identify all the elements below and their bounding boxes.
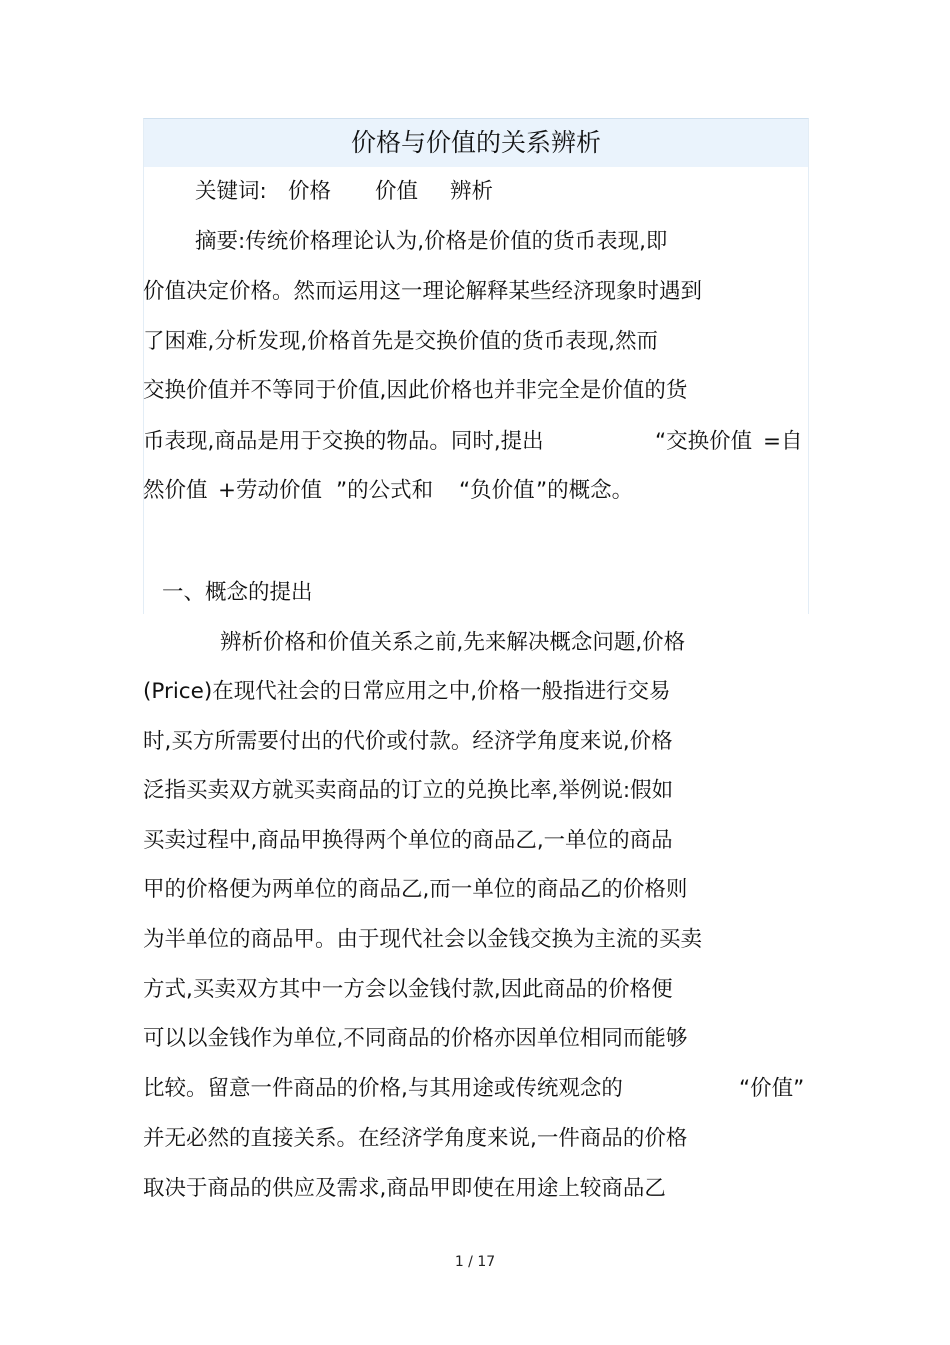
abstract-text: ”的概念。: [536, 478, 634, 503]
body-text: “价值”: [739, 1076, 805, 1101]
abstract-line: 价值决定价格。然而运用这一理论解释某些经济现象时遇到: [143, 279, 703, 304]
abstract-line: 交换价值并不等同于价值,因此价格也并非完全是价值的货: [143, 378, 688, 403]
page-number: 1 / 17: [454, 1254, 496, 1270]
body-line: 可以以金钱作为单位,不同商品的价格亦因单位相同而能够: [143, 1026, 688, 1051]
document-title: 价格与价值的关系辨析: [350, 128, 601, 157]
body-line: 买卖过程中,商品甲换得两个单位的商品乙,一单位的商品: [143, 828, 673, 853]
body-line: 并无必然的直接关系。在经济学角度来说,一件商品的价格: [143, 1126, 688, 1151]
body-line: (Price)在现代社会的日常应用之中,价格一般指进行交易: [143, 679, 671, 704]
abstract-text: 然价值: [143, 478, 208, 503]
abstract-line: 了困难,分析发现,价格首先是交换价值的货币表现,然而: [143, 329, 659, 354]
section-heading: 一、概念的提出: [162, 580, 313, 605]
keyword-item: 辨析: [450, 179, 494, 204]
abstract-line: 摘要:传统价格理论认为,价格是价值的货币表现,即: [195, 229, 668, 254]
keyword-item: 价值: [375, 179, 419, 204]
body-line: 时,买方所需要付出的代价或付款。经济学角度来说,价格: [143, 729, 673, 754]
abstract-text: 币表现,商品是用于交换的物品。同时,提出: [143, 429, 544, 454]
keyword-item: 价格: [288, 179, 332, 204]
body-line: 甲的价格便为两单位的商品乙,而一单位的商品乙的价格则: [143, 877, 688, 902]
body-line: 泛指买卖双方就买卖商品的订立的兑换比率,举例说:假如: [143, 778, 674, 803]
keywords-label: 关键词:: [195, 179, 267, 204]
abstract-text: “交换价值: [655, 429, 753, 454]
abstract-text: +劳动价值: [218, 478, 323, 503]
abstract-text: “负价值: [459, 478, 535, 503]
body-line: 为半单位的商品甲。由于现代社会以金钱交换为主流的买卖: [143, 927, 703, 952]
body-text: 比较。留意一件商品的价格,与其用途或传统观念的: [143, 1076, 623, 1101]
body-line: 方式,买卖双方其中一方会以金钱付款,因此商品的价格便: [143, 977, 673, 1002]
body-line: 取决于商品的供应及需求,商品甲即使在用途上较商品乙: [143, 1176, 666, 1201]
abstract-text: ”的公式和: [336, 478, 434, 503]
abstract-text: =自: [763, 429, 803, 454]
body-line: 辨析价格和价值关系之前,先来解决概念问题,价格: [220, 630, 686, 655]
